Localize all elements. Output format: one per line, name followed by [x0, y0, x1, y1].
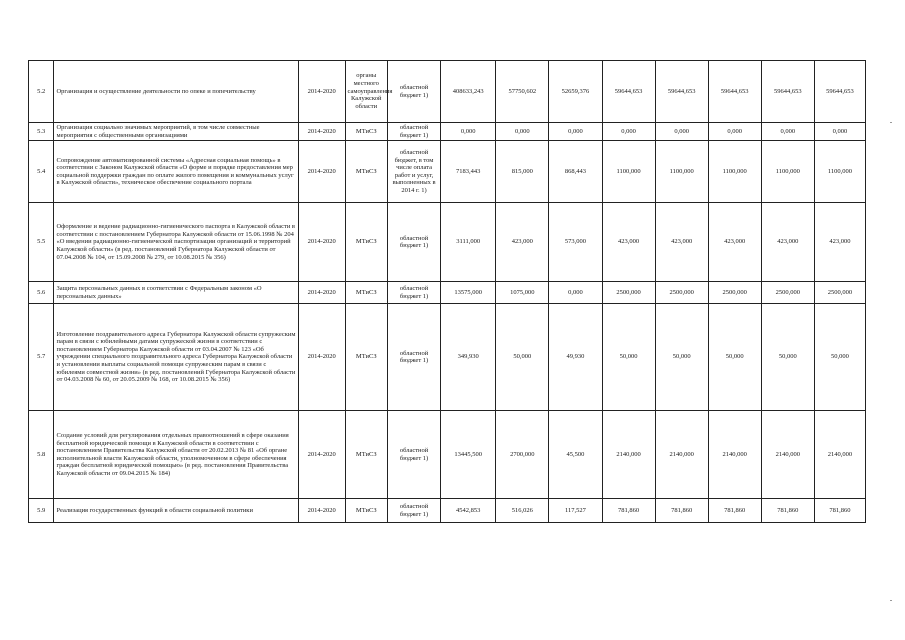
funding-source: областной бюджет 1) — [388, 304, 441, 411]
executor: МТиСЗ — [345, 203, 387, 282]
table-row — [29, 304, 866, 411]
year-amount: 2500,000 — [814, 282, 865, 304]
funding-source: областной бюджет 1) — [388, 282, 441, 304]
implementation-period: 2014-2020 — [298, 282, 345, 304]
activity-name: Оформление и ведение радиационно-гигиенического паспорта в Калужской области в соответствии с постановлением Губернатора Калужской области от 15.06.1998 № 204 «О введении радиационно-гигиенической паспортизации организаций и территорий Калужской области» (в ред. постановлений Губернатора Калужской области от 07.04.2008 № 104, от 15.09.2008 № 279, от 10.08.2015 № 356) — [54, 203, 298, 282]
year-amount: 2500,000 — [761, 282, 814, 304]
executor: МТиСЗ — [345, 141, 387, 203]
table-row — [29, 499, 866, 523]
year-amount: 781,860 — [602, 499, 655, 523]
row-number: 5.7 — [29, 304, 54, 411]
total-amount: 349,930 — [441, 304, 496, 411]
year-amount: 2500,000 — [708, 282, 761, 304]
implementation-period: 2014-2020 — [298, 304, 345, 411]
year-amount: 781,860 — [814, 499, 865, 523]
table-row — [29, 203, 866, 282]
row-number: 5.4 — [29, 141, 54, 203]
year-amount: 2700,000 — [496, 411, 549, 499]
activity-name: Организация социально значимых мероприятий, в том числе совместные мероприятия с общественными организациями — [54, 123, 298, 141]
year-amount: 57750,602 — [496, 61, 549, 123]
year-amount: 1075,000 — [496, 282, 549, 304]
funding-source: областной бюджет 1) — [388, 203, 441, 282]
year-amount: 50,000 — [814, 304, 865, 411]
executor: МТиСЗ — [345, 123, 387, 141]
year-amount: 423,000 — [761, 203, 814, 282]
row-number: 5.2 — [29, 61, 54, 123]
year-amount: 45,500 — [549, 411, 602, 499]
total-amount: 3111,000 — [441, 203, 496, 282]
year-amount: 0,000 — [549, 123, 602, 141]
executor: органы местного самоуправления Калужской области — [345, 61, 387, 123]
activity-name: Сопровождение автоматизированной системы «Адресная социальная помощь» в соответствии с Законом Калужской области «О форме и порядке предоставления мер социальной поддержки граждан по оплате жилого помещения и коммунальных услуг в Калужской области», техническое обеспечение социального портала — [54, 141, 298, 203]
year-amount: 1100,000 — [602, 141, 655, 203]
implementation-period: 2014-2020 — [298, 203, 345, 282]
row-number: 5.8 — [29, 411, 54, 499]
total-amount: 4542,853 — [441, 499, 496, 523]
total-amount: 7183,443 — [441, 141, 496, 203]
year-amount: 1100,000 — [708, 141, 761, 203]
table-row — [29, 61, 866, 123]
year-amount: 117,527 — [549, 499, 602, 523]
funding-source: областной бюджет 1) — [388, 123, 441, 141]
year-amount: 516,026 — [496, 499, 549, 523]
year-amount: 781,860 — [708, 499, 761, 523]
implementation-period: 2014-2020 — [298, 499, 345, 523]
year-amount: 0,000 — [496, 123, 549, 141]
total-amount: 13445,500 — [441, 411, 496, 499]
year-amount: 2140,000 — [708, 411, 761, 499]
year-amount: 781,860 — [761, 499, 814, 523]
implementation-period: 2014-2020 — [298, 61, 345, 123]
year-amount: 59644,653 — [655, 61, 708, 123]
year-amount: 0,000 — [549, 282, 602, 304]
executor: МТиСЗ — [345, 499, 387, 523]
activity-name: Защита персональных данных в соответствии с Федеральным законом «О персональных данных» — [54, 282, 298, 304]
year-amount: 423,000 — [655, 203, 708, 282]
year-amount: 49,930 — [549, 304, 602, 411]
table-row — [29, 123, 866, 141]
year-amount: 0,000 — [708, 123, 761, 141]
year-amount: 2140,000 — [602, 411, 655, 499]
row-number: 5.6 — [29, 282, 54, 304]
year-amount: 50,000 — [708, 304, 761, 411]
year-amount: 59644,653 — [708, 61, 761, 123]
activity-name: Создание условий для регулирования отдельных правоотношений в сфере оказания бесплатной юридической помощи в Калужской области в соответствии с постановлением Правительства Калужской области от 20.02.2013 № 81 «Об органе исполнительной власти Калужской области, уполномоченном в сфере обеспечения граждан бесплатной юридической помощью» (в ред. постановления Правительства Калужской области от 09.04.2015 № 184) — [54, 411, 298, 499]
row-number: 5.5 — [29, 203, 54, 282]
funding-source: областной бюджет 1) — [388, 61, 441, 123]
executor: МТиСЗ — [345, 304, 387, 411]
year-amount: 423,000 — [602, 203, 655, 282]
year-amount: 815,000 — [496, 141, 549, 203]
year-amount: 0,000 — [761, 123, 814, 141]
year-amount: 2500,000 — [602, 282, 655, 304]
year-amount: 50,000 — [496, 304, 549, 411]
table-row — [29, 282, 866, 304]
year-amount: 0,000 — [602, 123, 655, 141]
year-amount: 2500,000 — [655, 282, 708, 304]
table-row — [29, 141, 866, 203]
executor: МТиСЗ — [345, 411, 387, 499]
implementation-period: 2014-2020 — [298, 123, 345, 141]
table-row — [29, 411, 866, 499]
year-amount: 1100,000 — [761, 141, 814, 203]
row-number: 5.3 — [29, 123, 54, 141]
year-amount: 868,443 — [549, 141, 602, 203]
year-amount: 1100,000 — [655, 141, 708, 203]
year-amount: 573,000 — [549, 203, 602, 282]
funding-source: областной бюджет 1) — [388, 411, 441, 499]
total-amount: 408633,243 — [441, 61, 496, 123]
year-amount: 781,860 — [655, 499, 708, 523]
total-amount: 13575,000 — [441, 282, 496, 304]
year-amount: 0,000 — [655, 123, 708, 141]
program-activities-table — [28, 60, 866, 523]
year-amount: 59644,653 — [814, 61, 865, 123]
year-amount: 50,000 — [602, 304, 655, 411]
year-amount: 59644,653 — [602, 61, 655, 123]
year-amount: 52659,376 — [549, 61, 602, 123]
year-amount: 423,000 — [708, 203, 761, 282]
funding-source: областной бюджет, в том числе оплата работ и услуг, выполненных в 2014 г. 1) — [388, 141, 441, 203]
year-amount: 2140,000 — [761, 411, 814, 499]
implementation-period: 2014-2020 — [298, 411, 345, 499]
implementation-period: 2014-2020 — [298, 141, 345, 203]
year-amount: 50,000 — [655, 304, 708, 411]
total-amount: 0,000 — [441, 123, 496, 141]
executor: МТиСЗ — [345, 282, 387, 304]
year-amount: 59644,653 — [761, 61, 814, 123]
scan-edge-mark — [890, 122, 892, 123]
year-amount: 50,000 — [761, 304, 814, 411]
row-number: 5.9 — [29, 499, 54, 523]
year-amount: 423,000 — [814, 203, 865, 282]
activity-name: Изготовление поздравительного адреса Губернатора Калужской области супружеским парам в связи с юбилейными датами супружеской жизни в соответствии с постановлением Губернатора Калужской области от 03.04.2007 № 123 «Об учреждении специального поздравительного адреса Губернатора Калужской области и установлении выплаты социальной помощи супружеским парам в связи с юбилеями совместной жизни» (в ред. постановлений Губернатора Калужской области от 04.03.2008 № 60, от 20.05.2009 № 168, от 10.08.2015 № 356) — [54, 304, 298, 411]
year-amount: 2140,000 — [814, 411, 865, 499]
year-amount: 423,000 — [496, 203, 549, 282]
scan-edge-mark — [890, 600, 892, 601]
year-amount: 0,000 — [814, 123, 865, 141]
year-amount: 2140,000 — [655, 411, 708, 499]
year-amount: 1100,000 — [814, 141, 865, 203]
funding-source: областной бюджет 1) — [388, 499, 441, 523]
activity-name: Организация и осуществление деятельности по опеке и попечительству — [54, 61, 298, 123]
activity-name: Реализация государственных функций в области социальной политики — [54, 499, 298, 523]
